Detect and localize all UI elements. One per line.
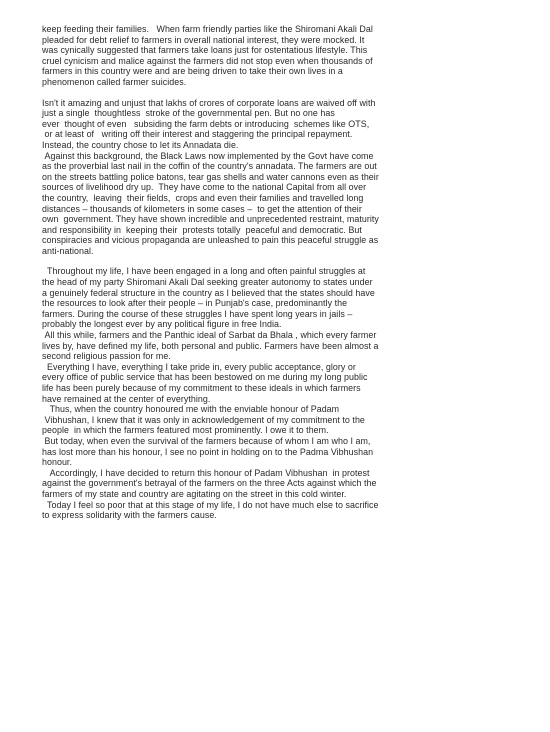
letter-body xyxy=(42,24,528,521)
paragraph-survival-of-farmers: But today, when even the survival of the farmers because of whom I am who I am, has lost more than his honour, I see no point in holding on to the Padma Vibhushan honour. xyxy=(42,435,374,468)
paragraph-everything-i-have: Everything I have, everything I take pride in, every public acceptance, glory or every office of public service that has been bestowed on me during my long public life has been purely because of my commitment to these ideals in which farmers have remained at the center of everything. xyxy=(42,361,368,404)
paragraph-farm-debt-relief: keep feeding their families. When farm friendly parties like the Shiromani Akali Dal pleaded for debt relief to farmers in overall national interest, they were mocked. It was cynically suggested that farmers take loans just for ostentatious lifestyle. This cruel cynicism and malice against the farmers did not stop even when thousands of farmers in this country were and are being driven to take their own lives in a phenomenon called farmer suicides. xyxy=(42,24,373,87)
paragraph-padam-vibhushan: Thus, when the country honoured me with the enviable honour of Padam Vibhushan, I knew that it was only in acknowledgement of my commitment to the people in which the farmers featured most prominently. I owe it to them. xyxy=(42,404,365,436)
paragraph-life-struggles: Throughout my life, I have been engaged in a long and often painful struggles at the head of my party Shiromani Akali Dal seeking greater autonomy to states under a genuinely federal structure in the country as I believed that the states should have the resources to look after their people – in Punjab's case, predominantly the farmers. During the course of these struggles I have spent long years in jails – probably the longest ever by any political figure in free India. xyxy=(42,266,375,330)
paragraph-solidarity: Today I feel so poor that at this stage of my life, I do not have much else to sacrifice to express solidarity with the farmers cause. xyxy=(42,499,379,521)
paragraph-return-honour: Accordingly, I have decided to return this honour of Padam Vibhushan in protest against the government's betrayal of the farmers on the three Acts against which the farmers of my state and country are agitating on the street in this cold winter. xyxy=(42,467,377,499)
paragraph-corporate-loans: Isn't it amazing and unjust that lakhs of crores of corporate loans are waived off with just a single thoughtless stroke of the governmental pen. But no one has ever thought of even subsiding the farm debts or introducing schemes like OTS, or at least of writing off their interest and staggering the principal repayment. Instead, the country chose to let its Annadata die. xyxy=(42,97,376,150)
paragraph-black-laws: Against this background, the Black Laws now implemented by the Govt have come as the proverbial last nail in the coffin of the country's annadata. The farmers are out on the streets battling police batons, tear gas shells and water cannons even as their sources of livelihood dry up. They have come to the national Capital from all over the country, leaving their fields, crops and even their families and travelled long distances – thousands of kilometers in some cases – to get the attention of their own government. They have shown incredible and unprecedented restraint, maturity and responsibility in keeping their protests totally peaceful and democratic. But conspiracies and vicious propaganda are unleashed to pain this peaceful struggle as anti-national. xyxy=(42,150,379,256)
paragraph-sarbat-da-bhala: All this while, farmers and the Panthic ideal of Sarbat da Bhala , which every farmer lives by, have defined my life, both personal and public. Farmers have been almost a second religious passion for me. xyxy=(42,330,379,362)
